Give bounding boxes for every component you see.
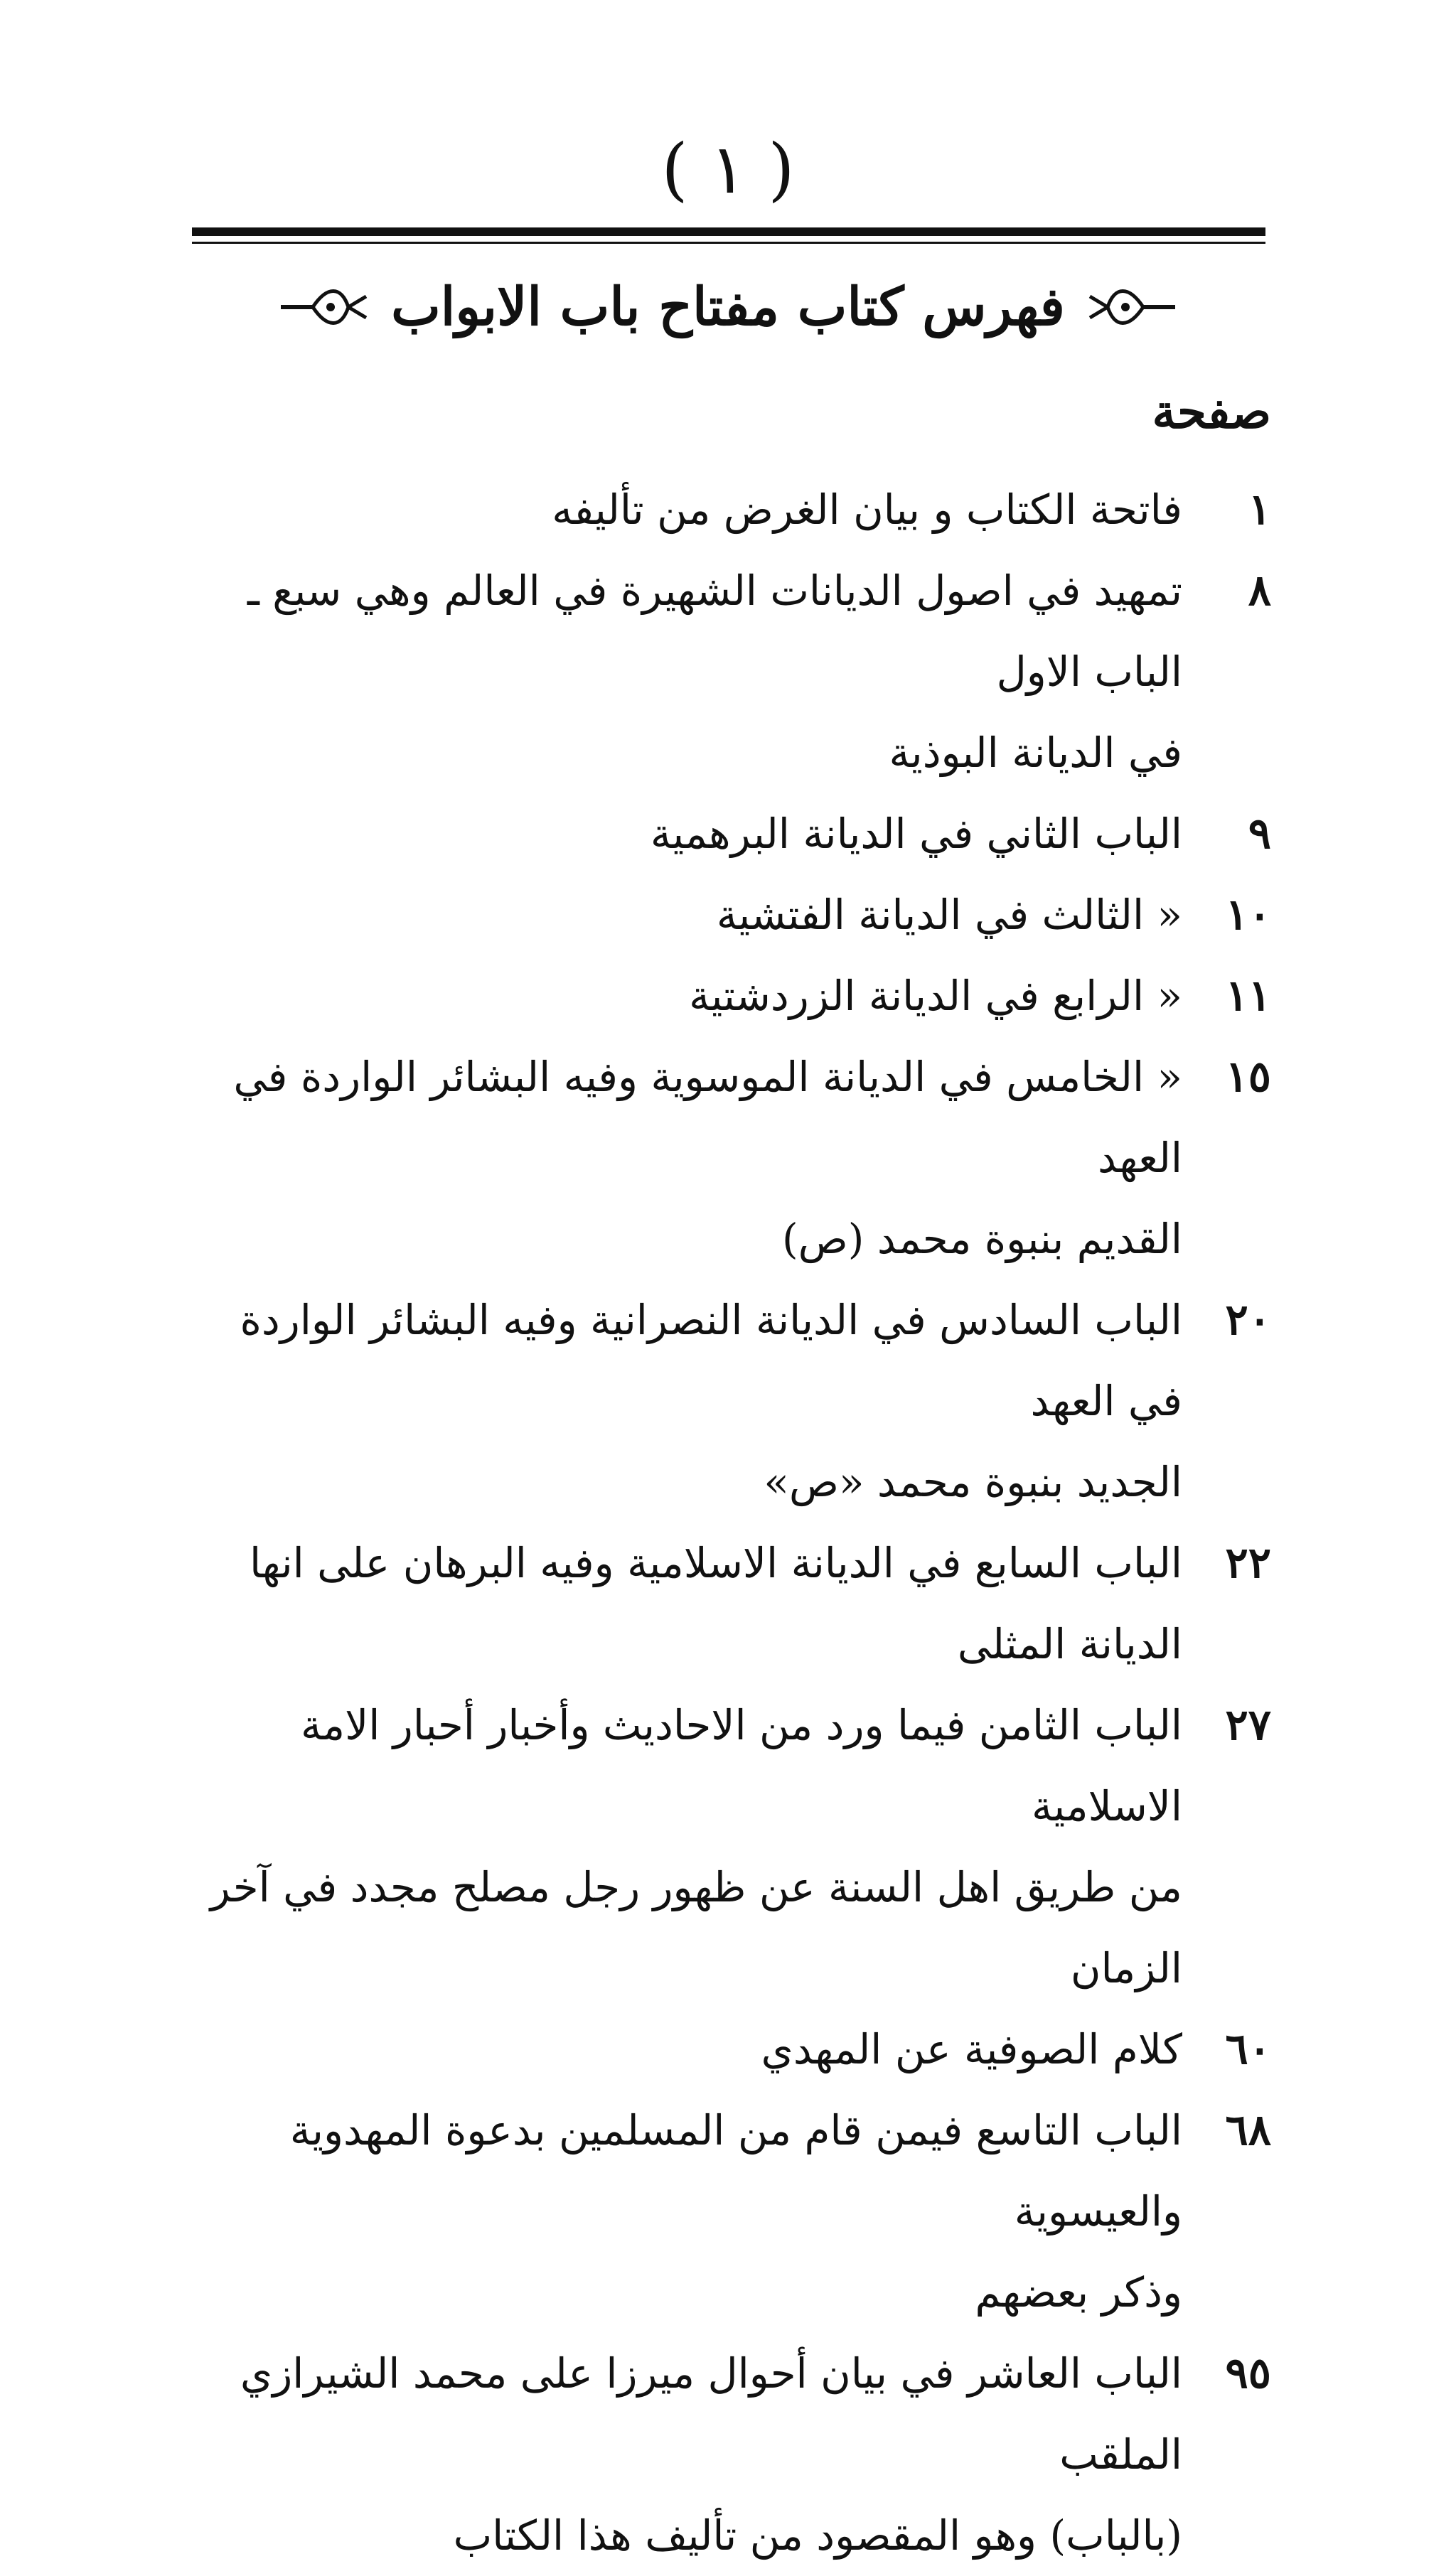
toc-entry-line: فاتحة الكتاب و بيان الغرض من تأليفه [552,485,1182,534]
toc-entry [191,550,1271,793]
toc-entry-text [191,2333,1182,2576]
toc-entry-line: الباب العاشر في بيان أحوال ميرزا على محمد الشيرازي الملقب [240,2349,1182,2479]
toc-entry-line: الباب السادس في الديانة النصرانية وفيه البشائر الواردة في العهد [240,1296,1182,1425]
toc-entry-line: من طريق اهل السنة عن ظهور رجل مصلح مجدد في آخر الزمان [210,1863,1182,1992]
toc-entry-line: الجديد بنبوة محمد «ص» [764,1458,1182,1506]
title-row [0,277,1456,338]
toc-entry-line: الباب التاسع فيمن قام من المسلمين بدعوة المهدوية والعيسوية [289,2106,1182,2236]
toc-page-number: ١٥ [1225,1052,1271,1102]
toc-page-number: ٢٠ [1225,1295,1271,1345]
toc-entry-line: « الثالث في الديانة الفتشية [716,891,1182,939]
toc-entry-line: الباب الثامن فيما ورد من الاحاديث وأخبار أحبار الامة الاسلامية [300,1701,1182,1830]
toc-entry [191,793,1271,874]
toc-entry-text [191,874,1182,955]
page-column-label: صفحة [1152,384,1271,439]
toc-entry-line: وذكر بعضهم [975,2268,1182,2317]
toc-entry-line: في الديانة البوذية [889,729,1182,777]
toc-page-number: ٦٨ [1225,2105,1271,2155]
table-of-contents [191,469,1271,2576]
toc-page-number: ٦٠ [1225,2024,1271,2074]
toc-entry [191,1685,1271,2009]
toc-page-number: ٨ [1248,566,1271,616]
toc-entry [191,1523,1271,1685]
toc-entry-line: « الرابع في الديانة الزردشتية [689,972,1182,1020]
ornament-left-icon [277,282,370,332]
page-number: ( ١ ) [661,129,795,209]
toc-entry [191,2090,1271,2333]
toc-entry-text [191,1279,1182,1523]
toc-page-number: ١ [1248,485,1271,535]
toc-entry-line: « الخامس في الديانة الموسوية وفيه البشائر الواردة في العهد [233,1053,1182,1182]
toc-entry-text [191,2009,1182,2090]
toc-entry-text [191,955,1182,1036]
toc-entry [191,1279,1271,1523]
toc-entry [191,2009,1271,2090]
toc-page-number: ٢٧ [1225,1700,1271,1750]
header-rule-thin [192,242,1265,244]
toc-entry-line: الباب السابع في الديانة الاسلامية وفيه البرهان على انها الديانة المثلى [250,1539,1182,1668]
toc-entry [191,2333,1271,2576]
toc-entry-line: (بالباب) وهو المقصود من تأليف هذا الكتاب [453,2511,1182,2560]
toc-entry-line: تمهيد في اصول الديانات الشهيرة في العالم وهي سبع ـ الباب الاول [247,567,1182,696]
toc-entry-line: الباب الثاني في الديانة البرهمية [650,810,1182,858]
ornament-right-icon [1086,282,1179,332]
document-title: فهرس كتاب مفتاح باب الابواب [391,277,1065,338]
header-rule-thick [192,227,1265,236]
toc-entry-line: القديم بنبوة محمد (ص) [782,1215,1182,1263]
toc-entry [191,1036,1271,1279]
toc-page-number: ١٠ [1225,890,1271,940]
toc-entry [191,874,1271,955]
toc-entry-text [191,2090,1182,2333]
toc-entry-text [191,793,1182,874]
toc-entry [191,955,1271,1036]
toc-entry-text [191,1036,1182,1279]
toc-entry-text [191,1523,1182,1685]
toc-page-number: ٩٥ [1225,2349,1271,2398]
toc-entry [191,469,1271,550]
toc-entry-text [191,550,1182,793]
toc-entry-line: كلام الصوفية عن المهدي [761,2025,1182,2073]
toc-page-number: ٢٢ [1225,1538,1271,1588]
toc-entry-text [191,469,1182,550]
toc-entry-text [191,1685,1182,2009]
toc-page-number: ١١ [1225,971,1271,1021]
toc-page-number: ٩ [1248,809,1271,859]
